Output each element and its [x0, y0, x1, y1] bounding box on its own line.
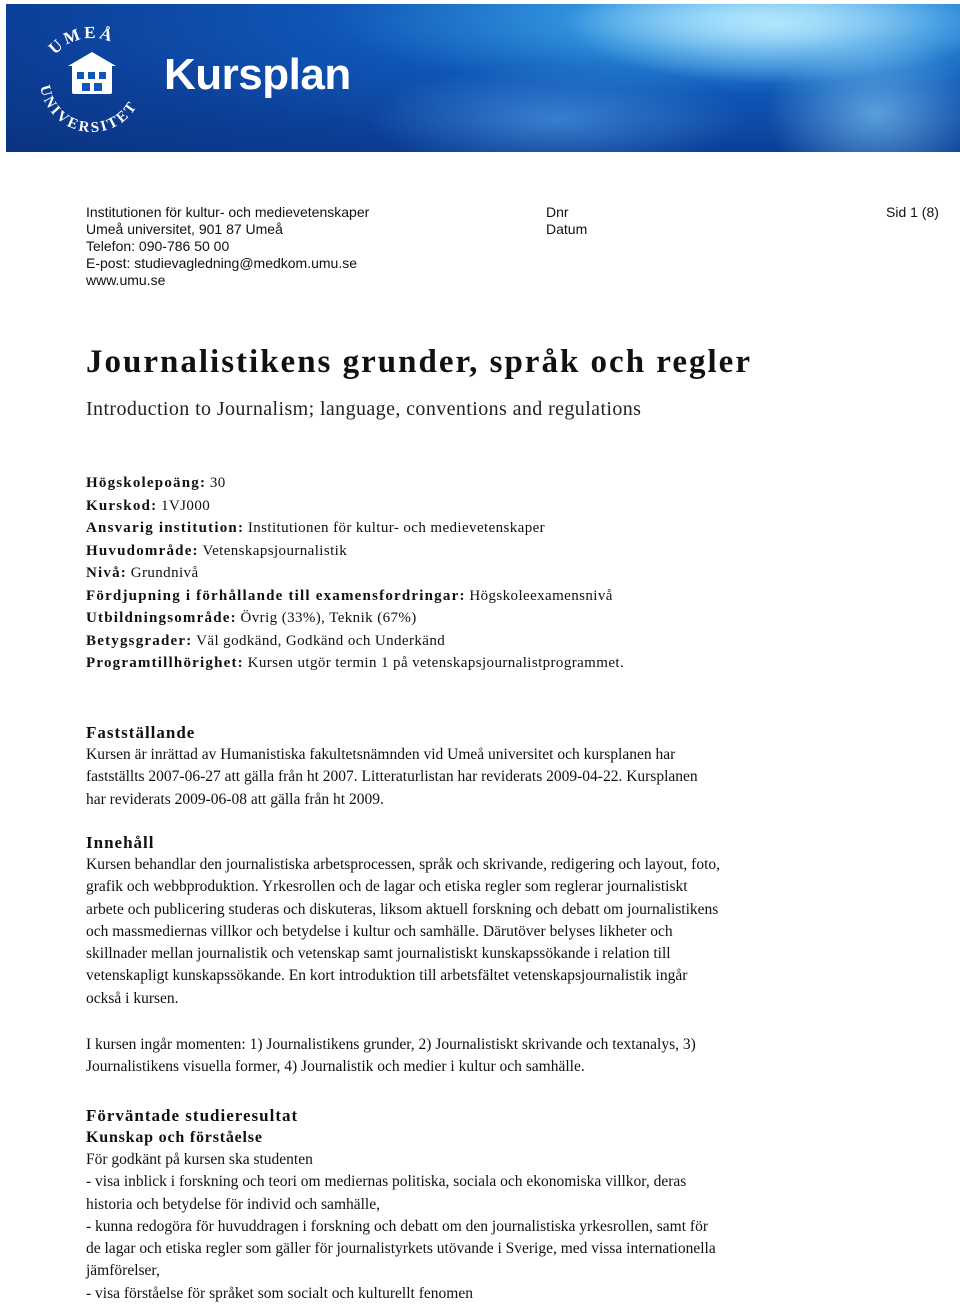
meta-label: Betygsgrader:	[86, 632, 193, 649]
faststallande-section	[86, 721, 886, 811]
body-line: också i kursen.	[86, 989, 179, 1007]
meta-value: Grundnivå	[130, 565, 199, 581]
kursplan-logo-text: Kursplan	[164, 50, 351, 99]
innehall-section	[86, 831, 886, 1079]
body-line: och massmediernas villkor och betydelse i kultur och samhälle. Därutöver belyses likheter och	[86, 922, 673, 940]
meta-row	[86, 517, 624, 540]
meta-row	[86, 585, 624, 608]
meta-value: Väl godkänd, Godkänd och Underkänd	[196, 632, 446, 649]
body-line: de lagar och etiska regler som gäller för journalistyrkets utövande i Sverige, med vissa internationella	[86, 1240, 716, 1258]
datum-label: Datum	[546, 221, 588, 237]
header-banner	[6, 4, 960, 152]
meta-label: Högskolepoäng:	[86, 475, 207, 491]
meta-value: Vetenskapsjournalistik	[202, 542, 348, 559]
meta-row	[86, 472, 624, 495]
dnr-label: Dnr	[546, 204, 569, 220]
body-line: För godkänt på kursen ska studenten	[86, 1151, 313, 1168]
meta-label: Programtillhörighet:	[86, 655, 244, 671]
meta-row	[86, 630, 624, 653]
contact-website[interactable]: www.umu.se	[86, 272, 166, 288]
subsection-heading: Kunskap och förståelse	[86, 1129, 263, 1146]
meta-label: Ansvarig institution:	[86, 520, 245, 536]
svg-text:UMEÅ: UMEÅ	[44, 22, 118, 58]
contact-line: Telefon: 090-786 50 00	[86, 238, 230, 254]
meta-value: Kursen utgör termin 1 på vetenskapsjournalistprogrammet.	[247, 655, 625, 671]
meta-label: Nivå:	[86, 565, 127, 581]
body-line: Kursen behandlar den journalistiska arbetsprocessen, språk och skrivande, redigering och layout, foto,	[86, 856, 721, 873]
body-line: har reviderats 2009-06-08 att gälla från ht 2009.	[86, 790, 384, 808]
page-number: Sid 1 (8)	[886, 204, 939, 220]
body-line: grafik och webbproduktion. Yrkesrollen och de lagar och etiska regler som reglerar journalistiskt	[86, 878, 688, 896]
meta-label: Fördjupning i förhållande till examensfordringar:	[86, 587, 466, 604]
body-line: jämförelser,	[86, 1262, 160, 1280]
contact-email[interactable]: E-post: studievagledning@medkom.umu.se	[86, 255, 358, 271]
meta-label: Utbildningsområde:	[86, 610, 237, 626]
meta-value: 1VJ000	[161, 497, 211, 514]
body-line: - visa inblick i forskning och teori om mediernas politiska, sociala och ekonomiska villkor, deras	[86, 1173, 687, 1191]
contact-line: Institutionen för kultur- och medievetenskaper	[86, 204, 370, 220]
body-line: Journalistikens visuella former, 4) Journalistik och medier i kultur och samhälle.	[86, 1058, 585, 1076]
seal-emblem-icon	[68, 52, 116, 94]
section-heading: Innehåll	[86, 833, 155, 852]
body-line: - visa förståelse för språket som socialt och kulturellt fenomen	[86, 1284, 473, 1302]
meta-row	[86, 540, 624, 563]
section-heading: Förväntade studieresultat	[86, 1106, 299, 1125]
section-heading: Fastställande	[86, 723, 196, 742]
body-line: vetenskapligt kunskapssökande. En kort introduktion till arbetsfältet vetenskapsjournalistik ingår	[86, 967, 688, 985]
resultat-section	[86, 1104, 886, 1305]
meta-row	[86, 607, 624, 630]
body-line: I kursen ingår momenten: 1) Journalistikens grunder, 2) Journalistiskt skrivande och textanalys, 3)	[86, 1036, 696, 1054]
contact-line: Umeå universitet, 901 87 Umeå	[86, 221, 283, 237]
body-line: fastställts 2007-06-27 att gälla från ht 2007. Litteraturlistan har reviderats 2009-04-22. Kursplanen	[86, 768, 698, 786]
meta-value: 30	[209, 475, 226, 491]
meta-value: Institutionen för kultur- och medievetenskaper	[247, 520, 546, 536]
banner-glow	[766, 34, 960, 152]
department-contact-block	[86, 204, 369, 289]
course-title: Journalistikens grunder, språk och regler	[86, 344, 752, 380]
body-line: - kunna redogöra för huvuddragen i forskning och debatt om den journalistiska yrkesrollen, samt för	[86, 1217, 708, 1235]
meta-row	[86, 562, 624, 585]
meta-label: Huvudområde:	[86, 542, 199, 559]
meta-value: Övrig (33%), Teknik (67%)	[240, 610, 417, 626]
meta-row	[86, 652, 624, 675]
meta-value: Högskoleexamensnivå	[469, 587, 613, 604]
banner-glow	[366, 64, 746, 152]
body-line: historia och betydelse för individ och samhälle,	[86, 1195, 380, 1213]
body-line: skillnader mellan journalistik och vetenskap samt journalistiskt kunskapssökande i relation till	[86, 945, 671, 963]
course-metadata	[86, 472, 624, 675]
university-seal-logo	[30, 14, 154, 144]
body-line: Kursen är inrättad av Humanistiska fakultetsnämnden vid Umeå universitet och kursplanen har	[86, 746, 676, 763]
svg-text:UNIVERSITET: UNIVERSITET	[36, 83, 142, 137]
document-reference-block	[546, 204, 587, 238]
course-subtitle: Introduction to Journalism; language, conventions and regulations	[86, 398, 642, 420]
meta-label: Kurskod:	[86, 497, 158, 514]
body-line: arbete och publicering studeras och diskuteras, liksom aktuell forskning och debatt om journalistikens	[86, 900, 719, 918]
meta-row	[86, 495, 624, 518]
